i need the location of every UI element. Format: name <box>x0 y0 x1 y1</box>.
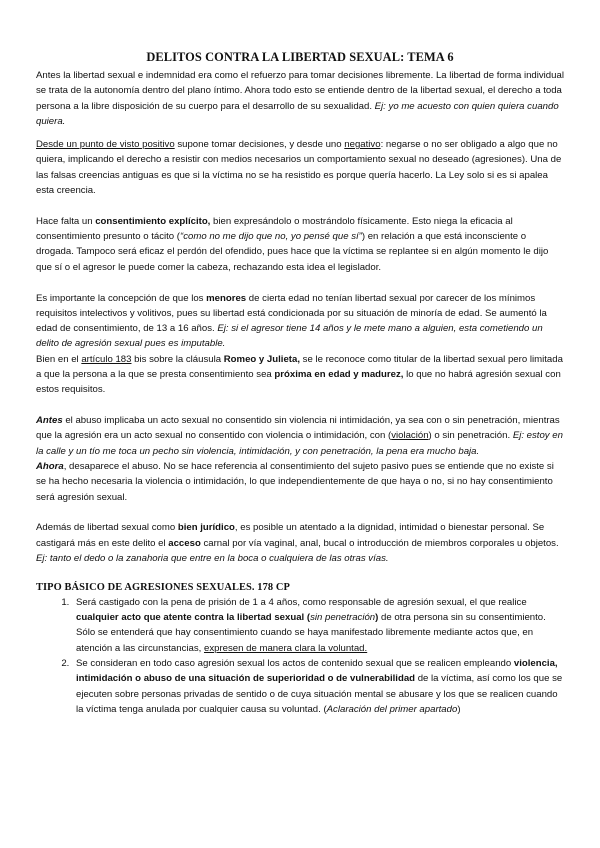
paragraph-menores <box>36 291 564 352</box>
paragraph-libertad-sexual <box>36 68 564 129</box>
p4-example: Ej: si el agresor tiene 14 años y le mete mano a alguien, esta cometiendo un delito de agresión sexual pues es imputable. <box>36 323 543 350</box>
p6-text-2: ) o sin penetración. <box>428 430 513 442</box>
p3-bold-consentimiento: consentimiento explícito, <box>95 215 211 227</box>
p8-bold-bien: bien jurídico <box>177 522 235 534</box>
p5-text-3: se le reconoce como titular de la libertad sexual pero limitada a que la persona a la que se presta consentimiento sea <box>36 353 563 381</box>
item2-bold: violencia, intimidación o abuso de una situación de superioridad o de vulnerabilidad <box>76 658 558 685</box>
item2-text-1: Se consideran en todo caso agresión sexual los actos de contenido sexual que se realicen empleando <box>76 658 514 669</box>
list-item <box>72 595 564 656</box>
item2-italic: Aclaración del primer apartado <box>326 703 458 715</box>
document-title: DELITOS CONTRA LA LIBERTAD SEXUAL: TEMA 6 <box>146 50 454 64</box>
p5-text-2: bis sobre la cláusula <box>131 353 224 365</box>
paragraph-antes <box>36 413 564 459</box>
p3-quote: “como no me dijo que no, yo pensé que sí” <box>180 231 362 243</box>
p6-underline-violacion: violación <box>391 430 429 442</box>
p6-example: Ej: estoy en la calle y un tío me toca un pecho sin violencia, intimidación, y con penetración, la pena era mucho baja. <box>36 430 563 457</box>
paragraph-bien-juridico <box>36 520 564 566</box>
p4-text-2: de cierta edad no tenían libertad sexual por carecer de los mínimos requisitos intelectivos y volitivos, pues su libertad está condicionada por su situación de minoría de edad. Se aumentó la edad de consentimiento, de 13 a 16 años. <box>36 292 547 335</box>
p4-text-1: Es importante la concepción de que los <box>36 292 207 304</box>
p5-text-4: lo que no habrá agresión sexual con estos requisitos. <box>36 369 561 396</box>
p8-text-1: Además de libertad sexual como <box>36 522 178 534</box>
p2-underline-negativo: negativo <box>344 139 381 151</box>
p7-text-1: , desaparece el abuso. No se hace referencia al consentimiento del sujeto pasivo pues se entiende que no existe si se ha hecho necesaria la violencia o intimidación, lo que independientemente de que haya o no, si no hay consentimiento será agresión sexual. <box>36 461 554 503</box>
item1-text-1: Será castigado con la pena de prisión de 1 a 4 años, como responsable de agresión sexual, el que realice <box>76 596 527 608</box>
item2-text-3: ) <box>457 703 461 715</box>
item1-italic: sin penetración <box>310 612 376 624</box>
p4-bold-menores: menores <box>206 292 247 304</box>
p7-bold-ahora: Ahora <box>36 461 64 473</box>
p8-bold-acceso: acceso <box>168 537 201 549</box>
p3-text-2: bien expresándolo o mostrándolo físicamente. Esto niega la eficacia al consentimiento presunto o tácito ( <box>36 215 513 243</box>
item1-underline: expresen de manera clara la voluntad. <box>203 642 368 654</box>
item2-text-2: de la víctima, así como los que se ejecuten sobre personas privadas de sentido o de cuya situación mental se abusare y los que se realicen cuando la víctima tenga anulada por cualquier causa su voluntad. ( <box>76 673 563 715</box>
p2-text-1: supone tomar decisiones, y desde uno <box>174 139 345 151</box>
item1-text-2: de otra persona sin su consentimiento. Sólo se entenderá que hay consentimiento cuando se haya manifestado libremente mediante actos que, en atención a las circunstancias, <box>76 612 546 654</box>
p5-bold-romeo: Romeo y Julieta, <box>223 353 300 365</box>
p8-example: Ej: tanto el dedo o la zanahoria que entre en la boca o cualquiera de las otras vías. <box>36 553 389 565</box>
list-item <box>72 656 564 717</box>
p6-text-1: el abuso implicaba un acto sexual no consentido sin violencia ni intimidación, ya sea con o sin penetración, mientras que la agresión era un acto sexual no consentido con violencia o intimidación, con ( <box>36 415 560 442</box>
p8-text-3: carnal por vía vaginal, anal, bucal o introducción de miembros corporales u objetos. <box>200 537 559 549</box>
p8-text-2: , es posible un atentado a la dignidad, intimidad o bienestar personal. Se castigará más en este delito el <box>36 522 545 549</box>
p5-text-1: Bien en el <box>36 353 82 365</box>
paragraph-consentimiento <box>36 214 564 275</box>
p2-underline-positivo: Desde un punto de visto positivo <box>36 139 175 151</box>
p6-bold-antes: Antes <box>36 415 63 427</box>
p5-underline-articulo: artículo 183 <box>81 353 132 365</box>
p1-text: Antes la libertad sexual e indemnidad era como el refuerzo para tomar decisiones libremente. La libertad de forma individual se trata de la autonomía dentro del plano íntimo. Ahora todo esto se entiende dentro de la libertad sexual, el derecho a toda persona a la libre disposición de su cuerpo para el desarrollo de su sexualidad. <box>36 70 564 112</box>
p3-text-3: ) en relación a que está inconsciente o drogada. Tampoco será eficaz el perdón del ofendido, pues hace que la víctima se replantee si en algún momento le dijo que sí o el agresor le puede comer la cabeza, rechazando esta idea el legislador. <box>36 231 549 273</box>
p3-text-1: Hace falta un <box>36 215 96 227</box>
p2-text-2: : negarse o no ser obligado a algo que no quiera, implicando el derecho a resistir con medios necesarios un comportamiento sexual no deseado (agresiones). Una de las falsas creencias antiguas es que si la víctima no se ha resistido es porque quería hacerlo. La Ley solo si es si apalea esta creencia. <box>36 139 562 197</box>
item1-bold-2: ) <box>375 612 379 624</box>
p5-bold-proxima: próxima en edad y madurez, <box>274 369 404 381</box>
paragraph-positivo-negativo <box>36 137 564 198</box>
document-page <box>36 50 564 717</box>
numbered-list <box>36 595 564 717</box>
section-heading: TIPO BÁSICO DE AGRESIONES SEXUALES. 178 CP <box>36 581 290 593</box>
paragraph-ahora <box>36 459 564 505</box>
item1-bold-1: cualquier acto que atente contra la libertad sexual ( <box>76 612 311 624</box>
p1-example: Ej: yo me acuesto con quien quiera cuando quiera. <box>36 100 559 127</box>
paragraph-romeo-julieta <box>36 352 564 398</box>
